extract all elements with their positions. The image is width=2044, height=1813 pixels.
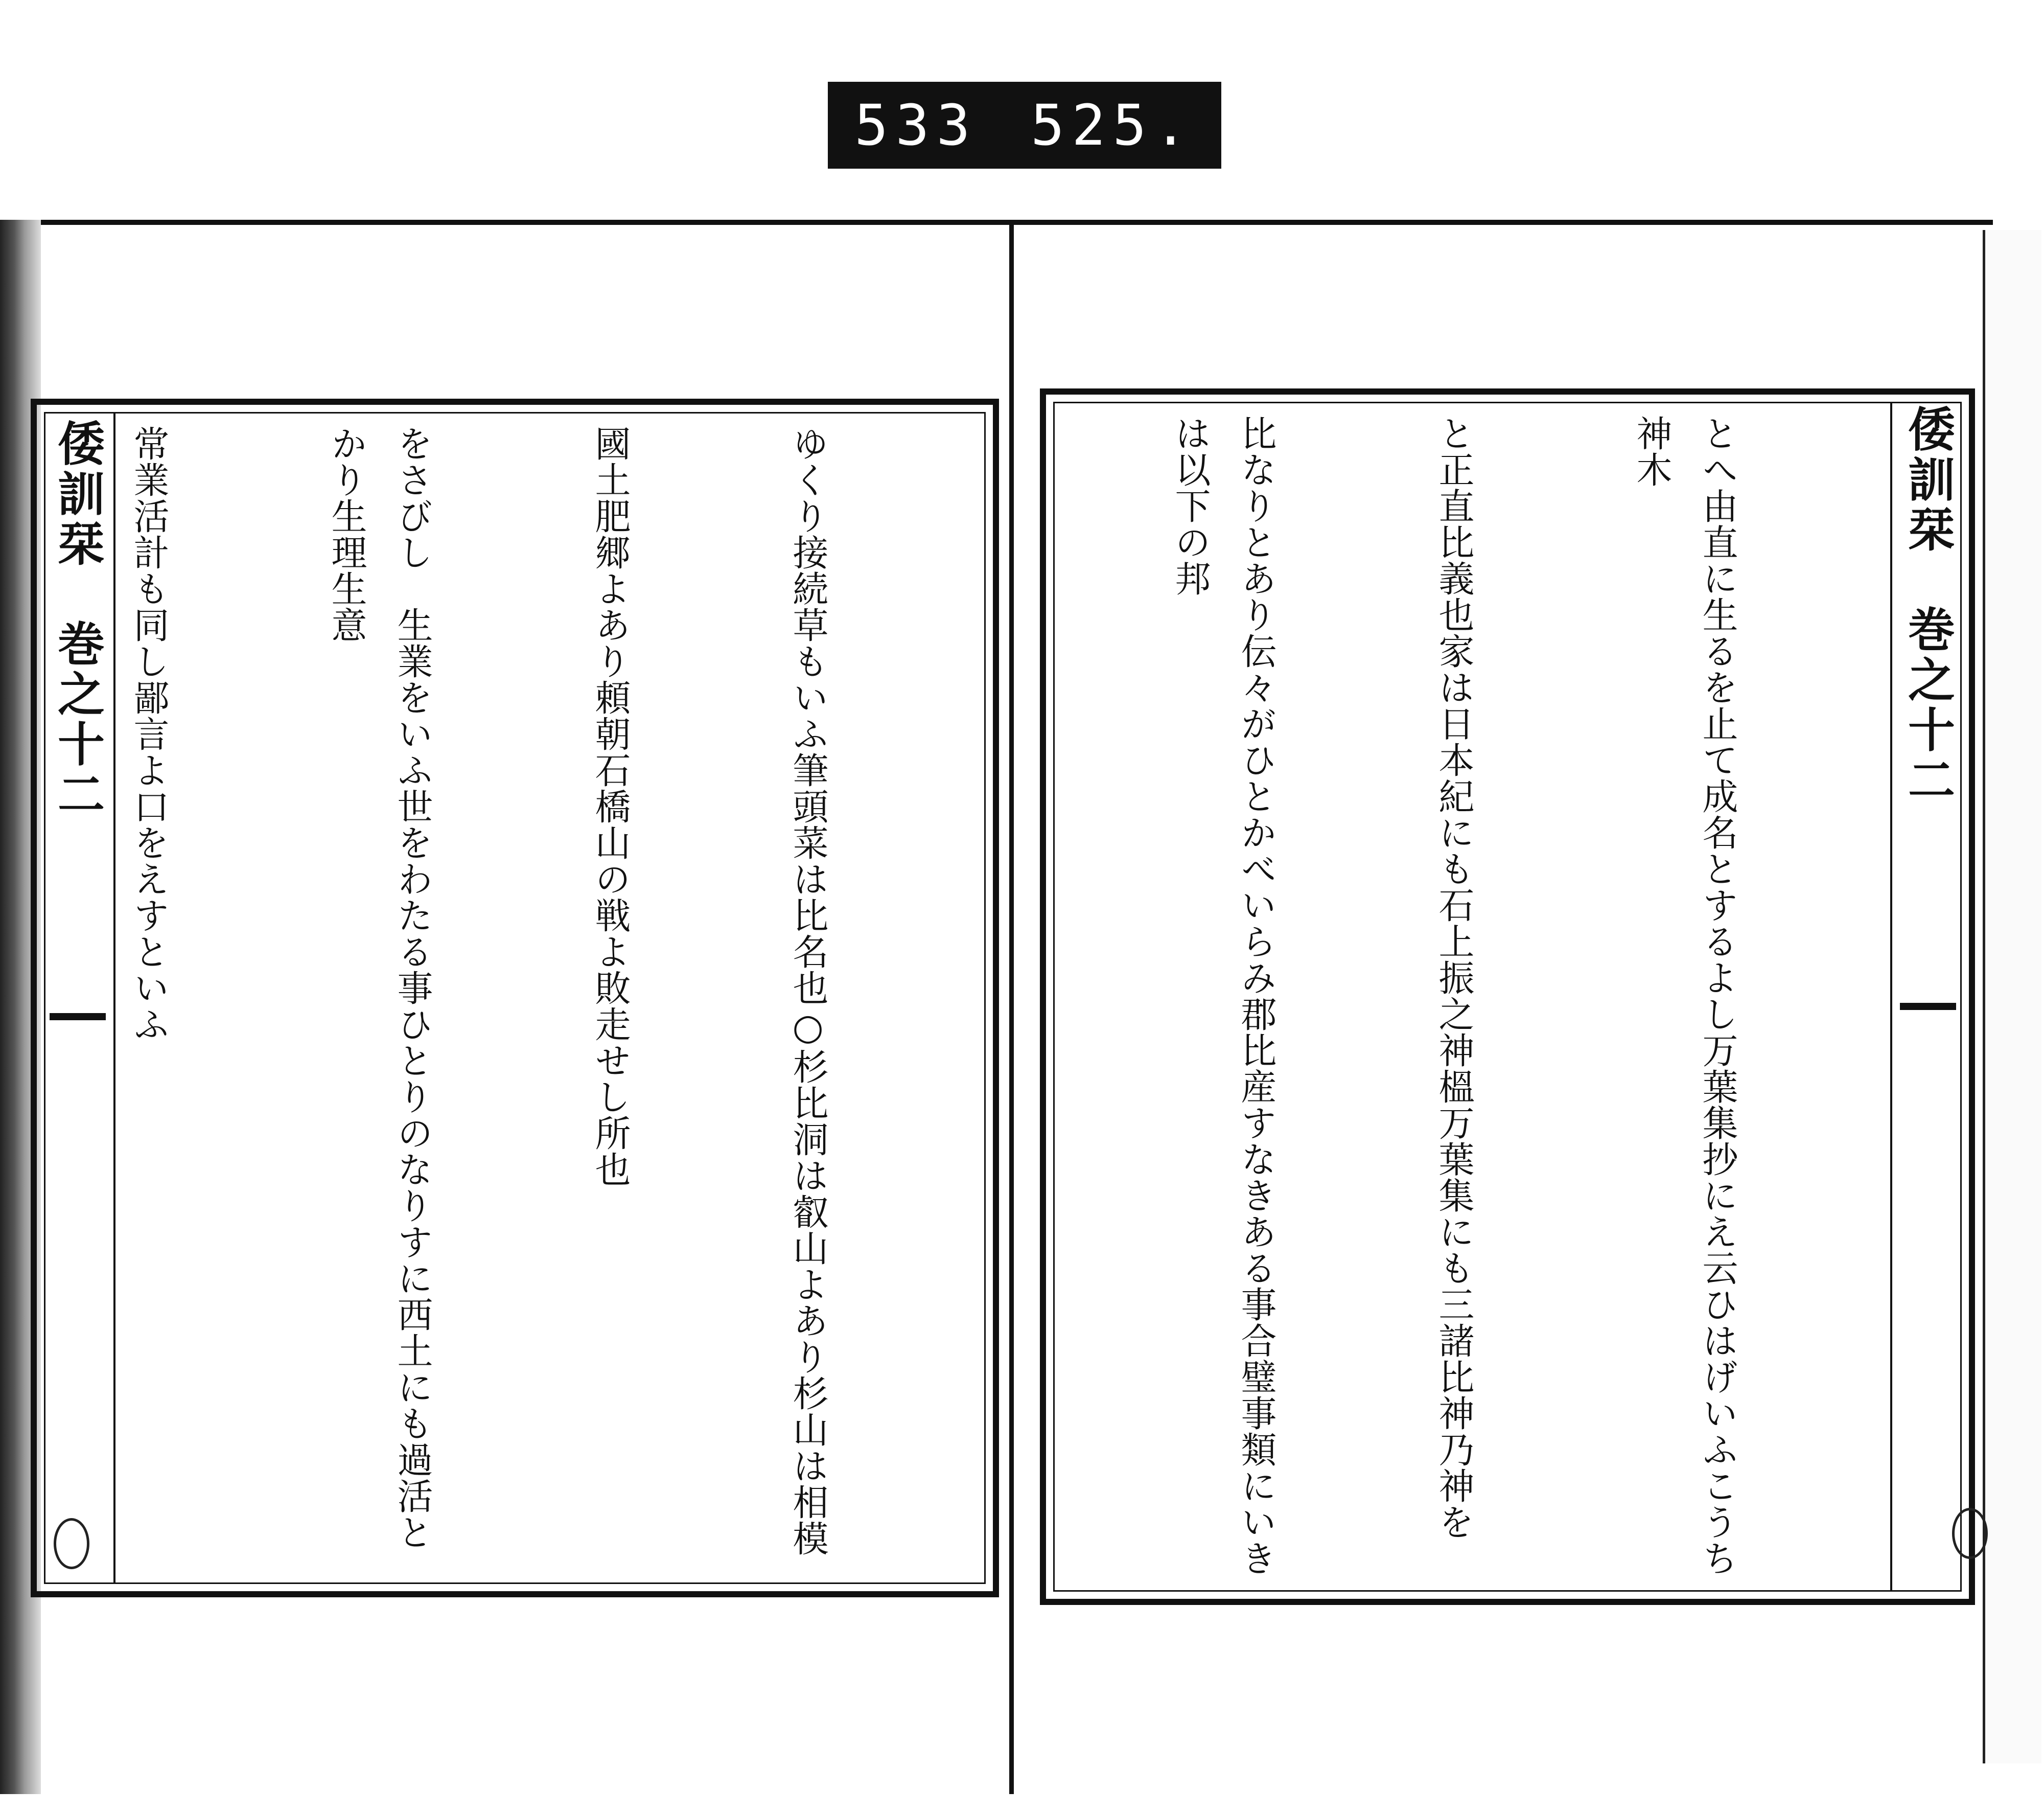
left-page-frame: [31, 399, 999, 1597]
right-page-title: 倭訓栞 巻之十二: [1900, 405, 1956, 806]
left-text-line: ゆくり接続草もいふ筆頭菜は比名也○杉比洞は叡山よあり杉山は相模: [787, 425, 829, 1556]
left-title-divider: [50, 1013, 106, 1020]
right-text-line: とへ由直に生るを止て成名とするよし万葉集抄にえ云ひはげいふこうち神木: [1631, 415, 1738, 1576]
reference-number-label: [828, 82, 1221, 169]
left-margin-ring-mark: [54, 1518, 89, 1569]
right-text-line: 比なりとあり伝々がひとかべいらみ郡比産すなきある事合璧事類にいきは以下の邦: [1169, 415, 1277, 1576]
right-title-divider: [1900, 1003, 1956, 1010]
left-text-line: 國土肥郷よあり頼朝石橋山の戦よ敗走せし所也: [589, 425, 631, 1187]
right-page-edge-tab: [1983, 230, 2041, 1763]
right-text-line: と正直比義也家は日本紀にも石上振之神榲万葉集にも三諸比神乃神を: [1433, 415, 1475, 1540]
right-page-text: [1066, 415, 1882, 1578]
right-column-rule: [1890, 402, 1892, 1592]
reference-number-right: 525.: [1030, 93, 1195, 158]
left-text-line: をさびし 生業をいふ世をわたる事ひとりのなりすに西土にも過活とかり生理生意: [326, 425, 433, 1550]
right-margin-ring-mark: [1952, 1508, 1988, 1559]
book-spine: [1009, 220, 1014, 1794]
left-page-text: [124, 425, 972, 1571]
reference-number-left: 533: [854, 93, 978, 158]
right-page-frame: [1040, 388, 1975, 1605]
top-sheet-edge: [41, 220, 1993, 225]
left-text-line: 常業活計も同し鄙言よ口をえすといふ: [128, 425, 170, 1042]
book-spread: [0, 220, 2044, 1794]
left-page-title: 倭訓栞 巻之十二: [50, 419, 105, 820]
left-column-rule: [113, 412, 115, 1584]
